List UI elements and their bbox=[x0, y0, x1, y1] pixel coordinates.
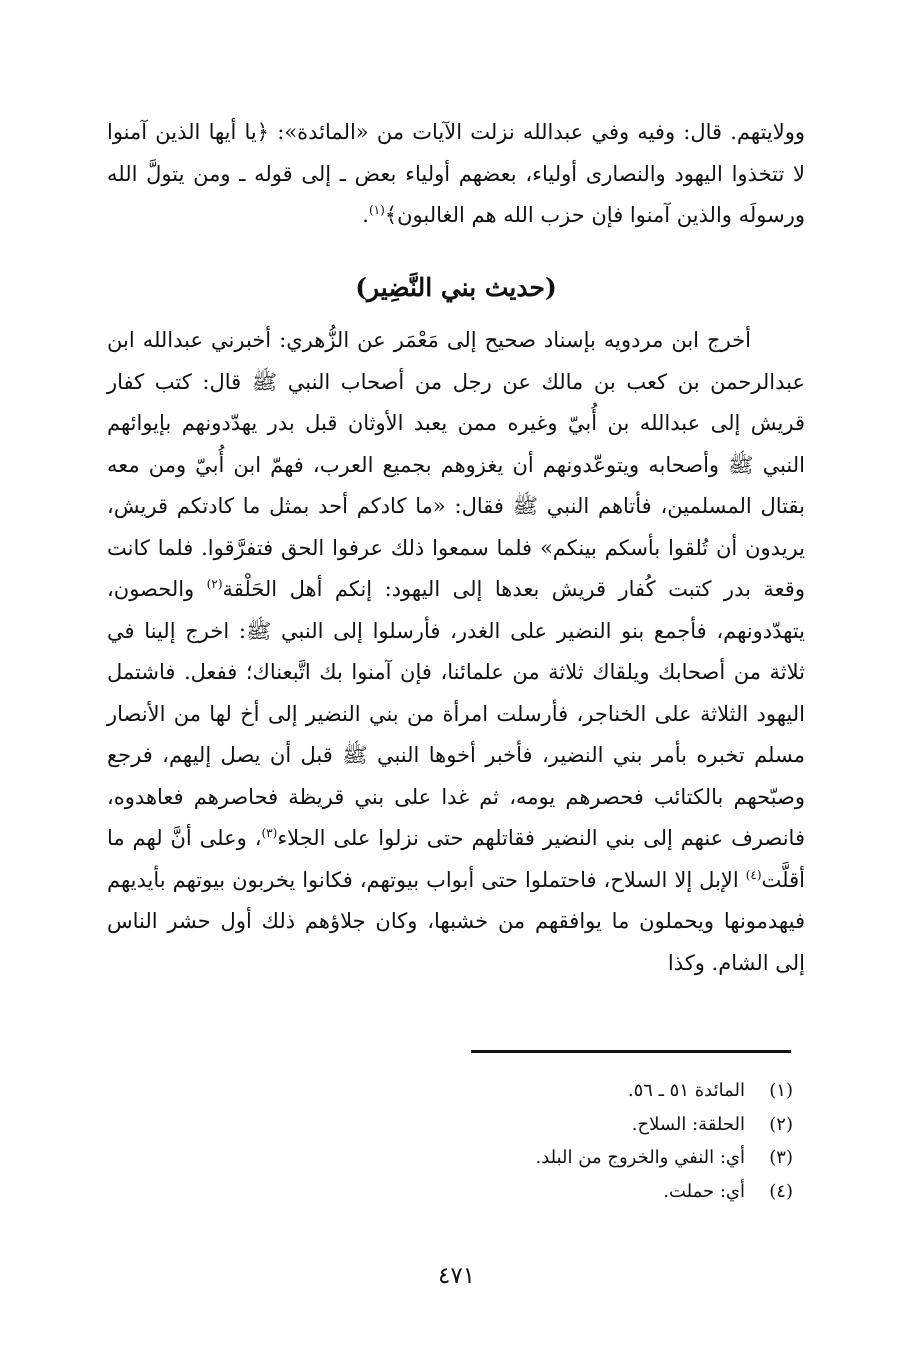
intro-paragraph bbox=[107, 112, 805, 237]
body-text-1: أخرج ابن مردويه بإسناد صحيح إلى مَعْمَر عن الزُّهري: أخبرني عبدالله ابن عبدالرحمن بن كعب بن مالك عن رجل من أصحاب النبي ﷺ قال: كتب كفار قريش إلى عبدالله بن أُبيّ وغيره ممن يعبد الأوثان قبل بدر يهدّدونهم بإيوائهم النبي ﷺ وأصحابه ويتوعّدونهم أن يغزوهم بجميع العرب، فهمّ ابن أُبيّ ومن معه بقتال المسلمين، فأتاهم النبي ﷺ فقال: «ما كادكم أحد بمثل ما كادتكم قريش، يريدون أن تُلقوا بأسكم بينكم» فلما سمعوا ذلك عرفوا الحق فتفرَّقوا. فلما كانت وقعة بدر كتبت كُفار قريش بعدها إلى اليهود: إنكم أهل الحَلْقة bbox=[107, 328, 805, 601]
footnote-item bbox=[193, 1141, 793, 1175]
section-heading: (حديث بني النَّضِير) bbox=[355, 273, 557, 302]
body-text-4: الإبل إلا السلاح، فاحتملوا حتى أبواب بيوتهم، فكانوا يخربون بيوتهم بأيديهم فيهدمونها ويحملون ما يوافقهم من خشبها، وكان جلاؤهم ذلك أول حشر الناس إلى الشام. وكذا bbox=[107, 867, 805, 975]
footnote-text: أي: حملت. bbox=[663, 1180, 745, 1202]
footnote-number: (٣) bbox=[769, 1147, 793, 1168]
footnote-separator bbox=[471, 1050, 791, 1053]
footnote-ref-3: (٣) bbox=[261, 826, 278, 840]
intro-text: وولايتهم. قال: وفيه وفي عبدالله نزلت الآيات من «المائدة»: ﴿يا أيها الذين آمنوا لا تتخذوا اليهود والنصارى أولياء، بعضهم أولياء بعض ـ إلى قوله ـ ومن يتولَّ الله ورسولَه والذين آمنوا فإن حزب الله هم الغالبون﴾ bbox=[107, 120, 805, 227]
footnote-text: الحلقة: السلاح. bbox=[631, 1113, 745, 1135]
body-paragraph bbox=[107, 320, 805, 984]
footnote-text: أي: النفي والخروج من البلد. bbox=[535, 1147, 745, 1168]
page-number: ٤٧١ bbox=[437, 1263, 476, 1289]
footnote-ref-4: (٤) bbox=[745, 867, 762, 882]
body-text-2: والحصون، يتهدّدونهم، فأجمع بنو النضير على الغدر، فأرسلوا إلى النبي ﷺ: اخرج إلينا في ثلاثة من أصحابك ويلقاك ثلاثة من علمائنا، فإن آمنوا بك اتَّبعناك؛ ففعل. فاشتمل اليهود الثلاثة على الخناجر، فأرسلت امرأة من بني النضير إلى أخ لها من الأنصار مسلم تخبره بأمر بني النضير، فأخبر أخوها النبي ﷺ قبل أن يصل إليهم، فرجع وصبّحهم بالكتائب فحصرهم يومه، ثم غدا على بني قريظة فحاصرهم فعاهدوه، فانصرف عنهم إلى بني النضير فقاتلهم حتى نزلوا على الجلاء bbox=[107, 577, 805, 850]
footnote-text: المائدة ٥١ ـ ٥٦. bbox=[627, 1080, 745, 1101]
footnote-number: (٢) bbox=[769, 1113, 793, 1135]
footnote-number: (٤) bbox=[769, 1180, 793, 1202]
intro-end: . bbox=[362, 203, 369, 227]
footnote-number: (١) bbox=[769, 1080, 793, 1101]
footnote-item bbox=[193, 1074, 793, 1108]
footnotes bbox=[193, 1074, 793, 1208]
footnote-item bbox=[193, 1108, 793, 1142]
footnote-ref-2: (٢) bbox=[206, 577, 223, 591]
footnote-ref-1: (١) bbox=[368, 203, 385, 217]
footnote-item bbox=[193, 1175, 793, 1209]
body-text-3: ، وعلى أنَّ لهم ما أقلَّت bbox=[107, 826, 805, 892]
